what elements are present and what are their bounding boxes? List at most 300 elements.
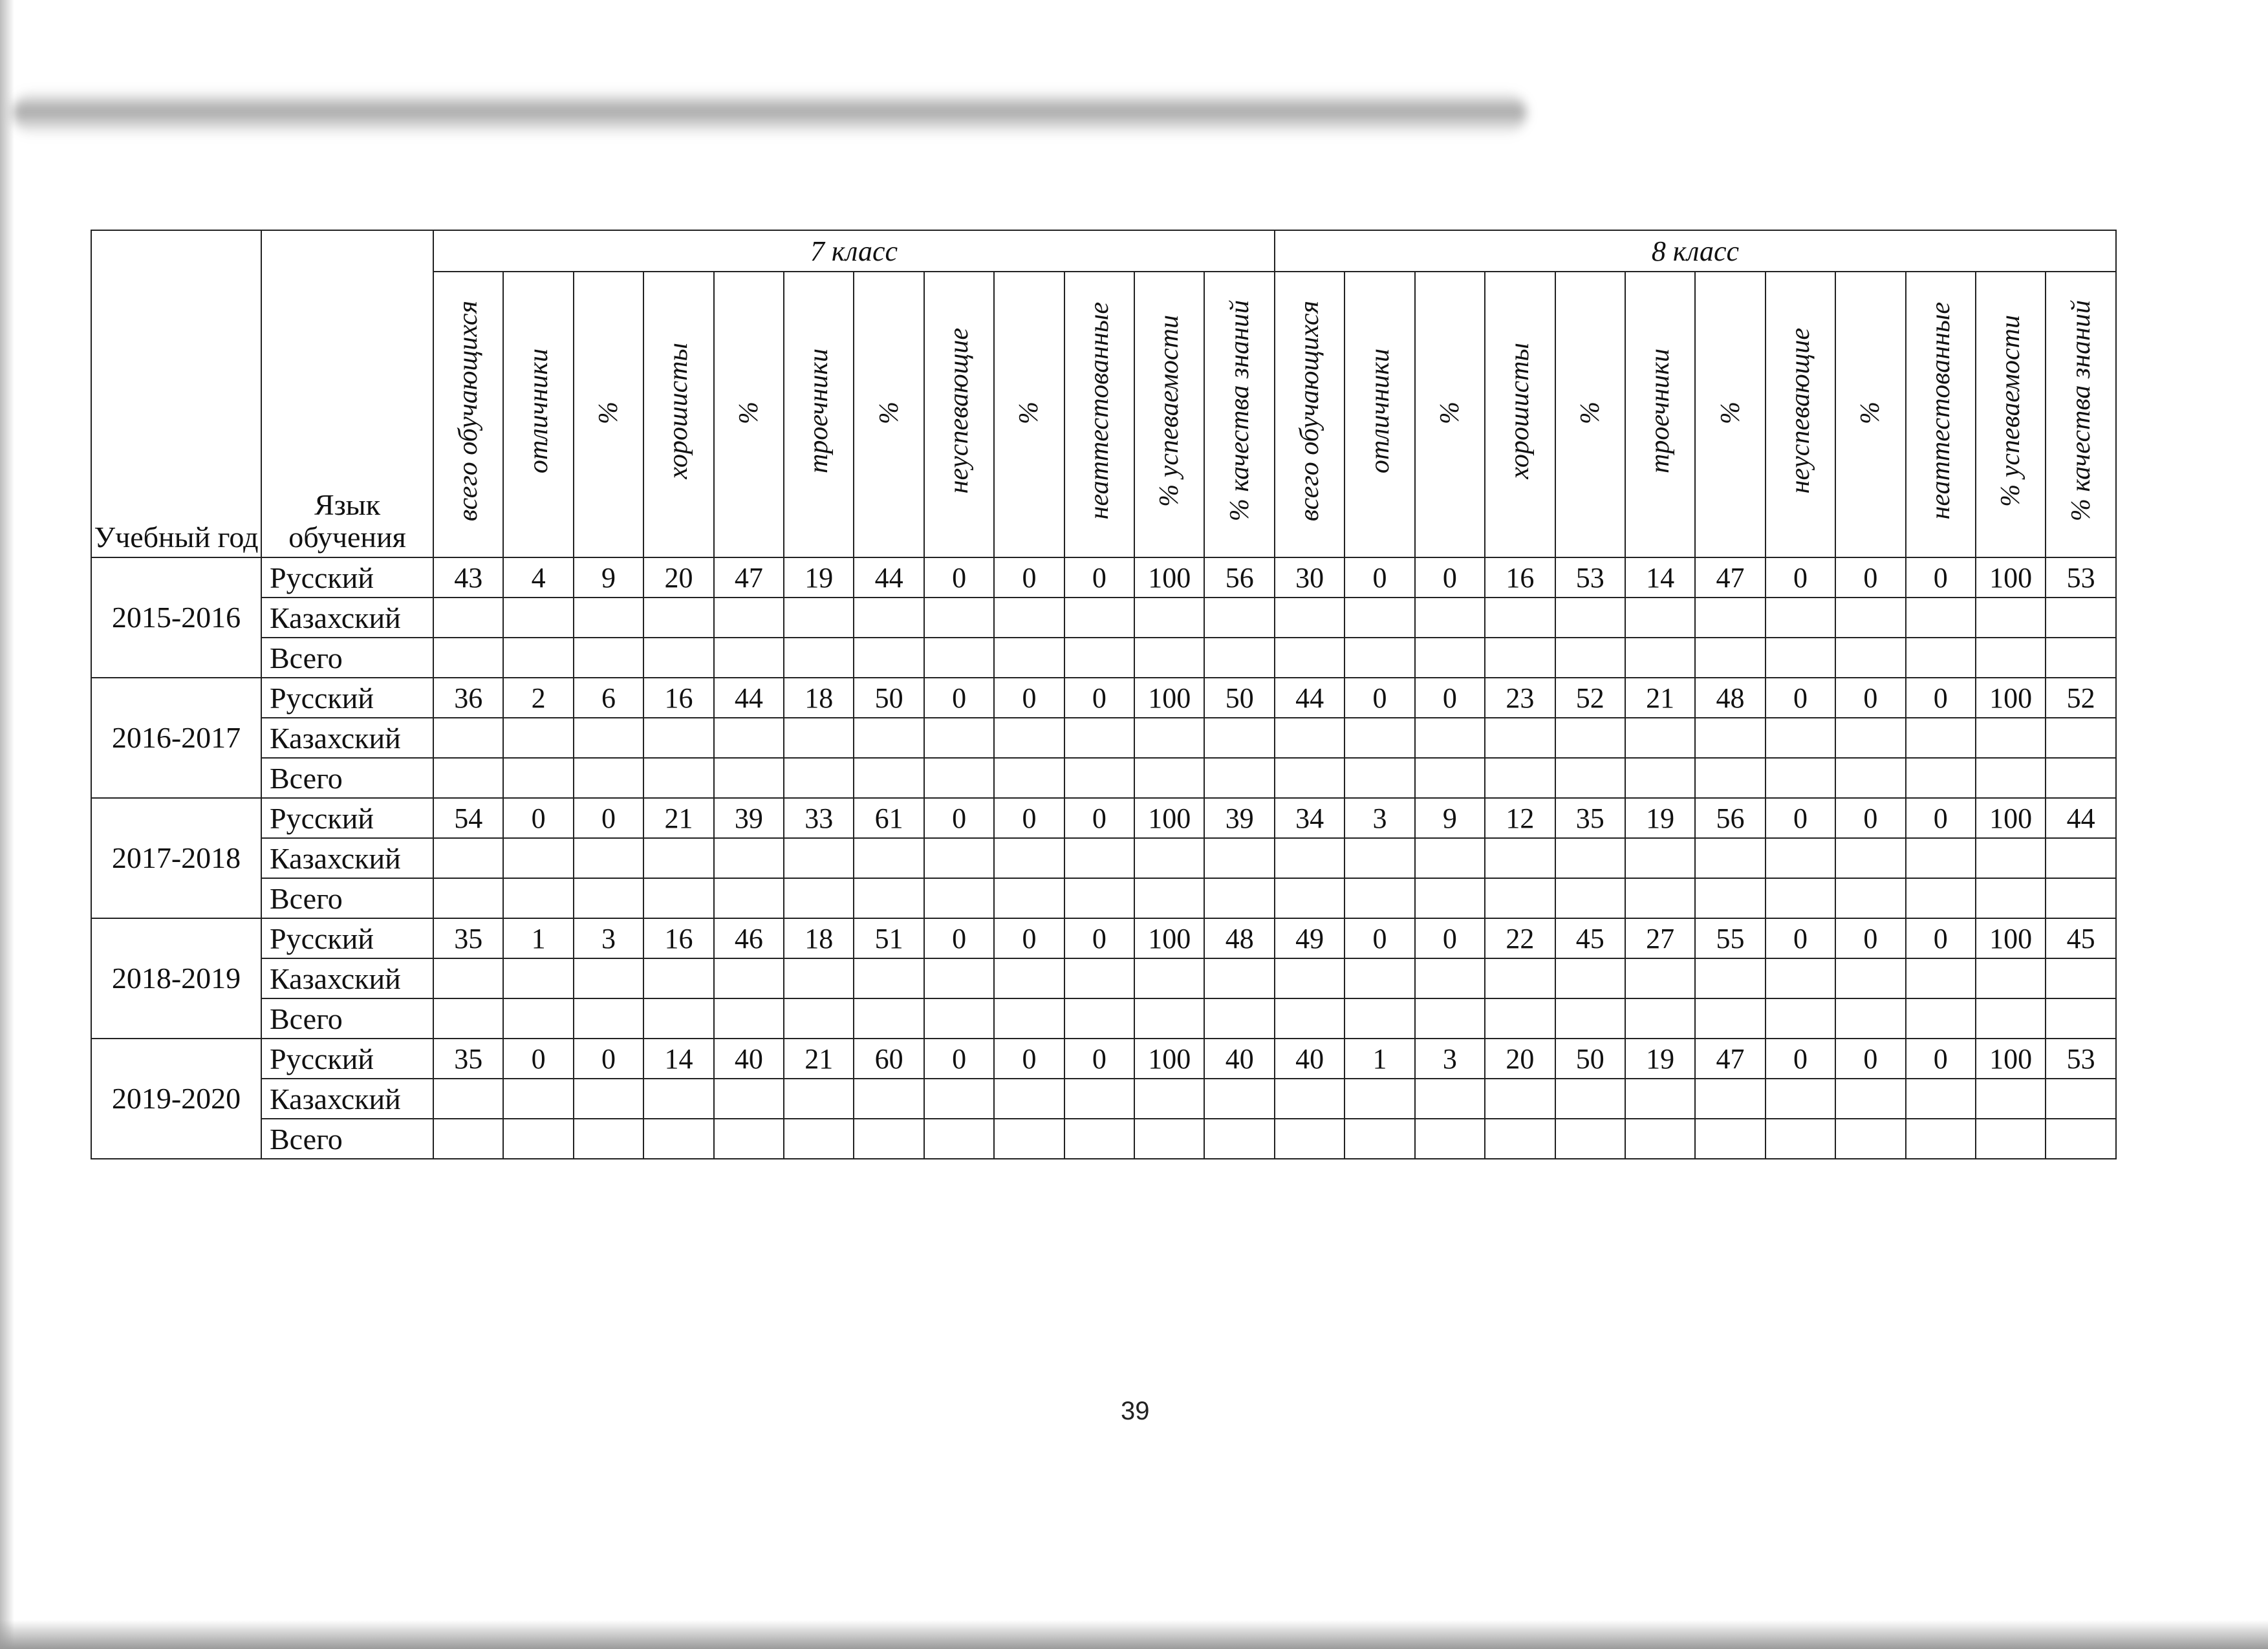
language-cell: Всего (261, 1119, 433, 1159)
data-cell: 45 (1555, 918, 1625, 958)
data-cell (1485, 718, 1555, 758)
data-cell (714, 878, 784, 918)
data-cell (1064, 1079, 1134, 1119)
data-cell (574, 1079, 643, 1119)
data-cell (1345, 758, 1414, 798)
data-cell: 21 (784, 1039, 854, 1079)
subheader-label: % (733, 401, 764, 424)
data-cell: 0 (1064, 678, 1134, 718)
data-cell (643, 878, 713, 918)
data-cell: 19 (1625, 1039, 1695, 1079)
data-cell (1134, 718, 1204, 758)
data-cell: 35 (433, 1039, 503, 1079)
data-cell: 23 (1485, 678, 1555, 718)
subheader-label: % успеваемости (1996, 315, 2026, 507)
data-cell: 0 (574, 798, 643, 838)
data-cell: 16 (643, 678, 713, 718)
data-cell (854, 1079, 923, 1119)
data-cell (1485, 838, 1555, 878)
data-cell: 3 (1345, 798, 1414, 838)
data-cell (714, 758, 784, 798)
data-cell: 16 (1485, 557, 1555, 598)
data-cell (1555, 1079, 1625, 1119)
data-cell (433, 998, 503, 1039)
data-cell (854, 1119, 923, 1159)
data-cell (2046, 638, 2116, 678)
scan-edge-bottom (0, 1620, 2268, 1649)
data-cell (1485, 878, 1555, 918)
data-cell (784, 958, 854, 998)
data-cell (574, 718, 643, 758)
subheader-label: всего обучающихся (1295, 300, 1325, 522)
data-cell (1976, 878, 2046, 918)
data-cell (503, 638, 573, 678)
data-cell: 0 (1835, 798, 1905, 838)
data-cell (784, 598, 854, 638)
data-cell (1766, 958, 1835, 998)
data-cell (1766, 998, 1835, 1039)
data-cell: 0 (1906, 678, 1976, 718)
data-cell (1906, 838, 1976, 878)
data-cell: 47 (1695, 557, 1765, 598)
data-cell (643, 598, 713, 638)
data-cell (503, 878, 573, 918)
data-cell: 0 (1064, 1039, 1134, 1079)
data-cell (784, 758, 854, 798)
data-cell (1275, 878, 1345, 918)
grade-header-8: 8 класс (1275, 230, 2116, 272)
data-cell (1345, 878, 1414, 918)
data-cell (1625, 718, 1695, 758)
data-cell (924, 998, 994, 1039)
data-cell (994, 638, 1064, 678)
data-cell: 100 (1134, 1039, 1204, 1079)
data-cell (1555, 838, 1625, 878)
data-cell: 0 (994, 798, 1064, 838)
data-cell (574, 998, 643, 1039)
data-cell (1625, 638, 1695, 678)
data-cell: 0 (1345, 678, 1414, 718)
data-cell (994, 998, 1064, 1039)
data-cell: 0 (1064, 918, 1134, 958)
data-cell (1976, 998, 2046, 1039)
data-cell (1766, 1119, 1835, 1159)
data-cell (924, 1079, 994, 1119)
data-cell (2046, 998, 2116, 1039)
data-cell (1766, 758, 1835, 798)
data-cell (574, 958, 643, 998)
data-cell: 0 (994, 1039, 1064, 1079)
data-cell (1345, 638, 1414, 678)
data-cell (1906, 958, 1976, 998)
scan-shadow (13, 91, 1526, 136)
table-row (91, 758, 2116, 798)
data-cell (784, 638, 854, 678)
data-cell: 0 (1064, 798, 1134, 838)
data-cell: 3 (574, 918, 643, 958)
data-cell (574, 878, 643, 918)
data-cell: 54 (433, 798, 503, 838)
results-table (91, 230, 2117, 1159)
table-row (91, 1119, 2116, 1159)
data-cell (1976, 1119, 2046, 1159)
data-cell: 0 (1835, 678, 1905, 718)
data-cell: 51 (854, 918, 923, 958)
data-cell (574, 638, 643, 678)
subheader-label: % (1014, 401, 1044, 424)
data-cell (1695, 1079, 1765, 1119)
data-cell (714, 638, 784, 678)
data-cell: 0 (1835, 557, 1905, 598)
subheader-cell (2046, 272, 2116, 557)
data-cell (714, 1119, 784, 1159)
data-cell (1345, 718, 1414, 758)
subheader-label: % (1715, 401, 1745, 424)
data-cell: 0 (1415, 918, 1485, 958)
data-cell (1204, 958, 1274, 998)
data-cell: 18 (784, 918, 854, 958)
data-cell (1415, 758, 1485, 798)
data-cell (1275, 758, 1345, 798)
subheader-cell (994, 272, 1064, 557)
data-cell: 50 (1204, 678, 1274, 718)
language-cell: Русский (261, 557, 433, 598)
subheader-cell (1625, 272, 1695, 557)
data-cell (994, 718, 1064, 758)
data-cell (1415, 998, 1485, 1039)
data-cell: 0 (1345, 557, 1414, 598)
data-cell (643, 638, 713, 678)
data-cell (1695, 718, 1765, 758)
data-cell (854, 598, 923, 638)
data-cell (433, 638, 503, 678)
data-cell: 40 (1204, 1039, 1274, 1079)
data-cell (1134, 758, 1204, 798)
data-cell: 0 (924, 557, 994, 598)
data-cell (1835, 718, 1905, 758)
data-cell (1485, 958, 1555, 998)
data-cell: 100 (1976, 918, 2046, 958)
data-cell: 56 (1695, 798, 1765, 838)
subheader-label: неуспевающие (1785, 328, 1815, 494)
data-cell (1835, 958, 1905, 998)
subheader-label: % качества знаний (1224, 300, 1255, 522)
data-cell (1345, 598, 1414, 638)
data-cell (1835, 1119, 1905, 1159)
data-cell (1064, 838, 1134, 878)
data-cell (924, 718, 994, 758)
data-cell (1204, 878, 1274, 918)
data-cell (1695, 1119, 1765, 1159)
table-row (91, 918, 2116, 958)
year-cell: 2018-2019 (91, 918, 261, 1039)
data-cell (1976, 598, 2046, 638)
language-cell: Казахский (261, 598, 433, 638)
data-cell (1625, 838, 1695, 878)
data-cell: 35 (1555, 798, 1625, 838)
data-cell (1766, 878, 1835, 918)
data-cell (1134, 878, 1204, 918)
data-cell (1695, 958, 1765, 998)
data-cell (854, 838, 923, 878)
data-cell (1204, 1079, 1274, 1119)
data-cell (1835, 998, 1905, 1039)
data-cell: 46 (714, 918, 784, 958)
data-cell (2046, 598, 2116, 638)
data-cell: 44 (1275, 678, 1345, 718)
data-cell: 55 (1695, 918, 1765, 958)
data-cell (1766, 838, 1835, 878)
data-cell (503, 958, 573, 998)
data-cell (784, 838, 854, 878)
data-cell (1695, 598, 1765, 638)
data-cell (1906, 878, 1976, 918)
data-cell: 35 (433, 918, 503, 958)
data-cell (1766, 718, 1835, 758)
data-cell (1555, 958, 1625, 998)
data-cell (1906, 1079, 1976, 1119)
data-cell (2046, 1119, 2116, 1159)
data-cell: 18 (784, 678, 854, 718)
grade-header-7: 7 класс (433, 230, 1275, 272)
data-cell (503, 758, 573, 798)
year-cell: 2017-2018 (91, 798, 261, 918)
data-cell (1134, 1119, 1204, 1159)
data-cell (1625, 878, 1695, 918)
subheader-label: % (1434, 401, 1465, 424)
language-cell: Казахский (261, 838, 433, 878)
data-cell (714, 958, 784, 998)
data-cell: 16 (643, 918, 713, 958)
data-cell (1625, 958, 1695, 998)
data-cell (643, 838, 713, 878)
data-cell (1204, 718, 1274, 758)
data-cell: 20 (643, 557, 713, 598)
language-cell: Русский (261, 1039, 433, 1079)
language-cell: Русский (261, 918, 433, 958)
data-cell (784, 878, 854, 918)
subheader-cell (1766, 272, 1835, 557)
data-cell (1976, 958, 2046, 998)
subheader-cell (714, 272, 784, 557)
data-cell: 0 (1415, 557, 1485, 598)
data-cell: 9 (574, 557, 643, 598)
data-cell: 21 (1625, 678, 1695, 718)
data-cell (1976, 638, 2046, 678)
data-cell (1275, 598, 1345, 638)
data-cell: 0 (924, 798, 994, 838)
language-cell: Казахский (261, 718, 433, 758)
data-cell (714, 1079, 784, 1119)
data-cell (1345, 838, 1414, 878)
table-body (91, 557, 2116, 1159)
data-cell: 27 (1625, 918, 1695, 958)
data-cell (1766, 598, 1835, 638)
data-cell (1134, 598, 1204, 638)
data-cell (503, 1119, 573, 1159)
data-cell (1415, 638, 1485, 678)
subheader-label: отличники (523, 348, 554, 474)
data-cell: 100 (1976, 798, 2046, 838)
data-cell (714, 718, 784, 758)
data-cell: 100 (1134, 557, 1204, 598)
data-cell (1835, 598, 1905, 638)
data-cell (574, 598, 643, 638)
data-cell: 34 (1275, 798, 1345, 838)
table-row (91, 638, 2116, 678)
data-cell: 1 (1345, 1039, 1414, 1079)
data-cell (1835, 878, 1905, 918)
data-cell (433, 838, 503, 878)
subheader-cell (1835, 272, 1905, 557)
data-cell: 30 (1275, 557, 1345, 598)
data-cell (433, 1119, 503, 1159)
data-cell: 0 (924, 678, 994, 718)
data-cell (1415, 878, 1485, 918)
data-cell: 53 (1555, 557, 1625, 598)
data-cell (1275, 638, 1345, 678)
data-cell (784, 1079, 854, 1119)
year-cell: 2016-2017 (91, 678, 261, 798)
data-cell (1134, 1079, 1204, 1119)
subheader-cell (1695, 272, 1765, 557)
data-cell (994, 598, 1064, 638)
language-cell: Всего (261, 758, 433, 798)
data-cell (433, 878, 503, 918)
data-cell (1415, 718, 1485, 758)
data-cell: 3 (1415, 1039, 1485, 1079)
data-cell (924, 638, 994, 678)
subheader-cell (1485, 272, 1555, 557)
data-cell (503, 998, 573, 1039)
subheader-cell (1555, 272, 1625, 557)
data-cell (1345, 1119, 1414, 1159)
data-cell (1625, 998, 1695, 1039)
data-cell (924, 838, 994, 878)
data-cell (1064, 758, 1134, 798)
data-cell: 0 (1835, 1039, 1905, 1079)
data-cell: 6 (574, 678, 643, 718)
data-cell: 48 (1204, 918, 1274, 958)
data-cell (433, 958, 503, 998)
data-cell (1204, 838, 1274, 878)
data-cell: 14 (1625, 557, 1695, 598)
subheader-cell (1064, 272, 1134, 557)
data-cell (1555, 638, 1625, 678)
data-cell: 47 (1695, 1039, 1765, 1079)
data-cell (924, 958, 994, 998)
data-cell (994, 1119, 1064, 1159)
data-cell (1485, 1079, 1555, 1119)
data-cell (1064, 598, 1134, 638)
data-cell (2046, 718, 2116, 758)
data-cell: 0 (1766, 678, 1835, 718)
subheader-label: % (1575, 401, 1605, 424)
data-cell: 50 (854, 678, 923, 718)
header-language: Язык обучения (261, 230, 433, 557)
data-cell (1134, 998, 1204, 1039)
data-cell (643, 958, 713, 998)
subheader-cell (1134, 272, 1204, 557)
subheader-label: неуспевающие (944, 328, 975, 494)
data-cell (1204, 638, 1274, 678)
data-cell (714, 998, 784, 1039)
language-cell: Русский (261, 678, 433, 718)
data-cell (1275, 838, 1345, 878)
data-cell (1976, 1079, 2046, 1119)
data-cell: 56 (1204, 557, 1274, 598)
data-cell (1485, 638, 1555, 678)
data-cell (714, 598, 784, 638)
language-cell: Всего (261, 878, 433, 918)
data-cell: 49 (1275, 918, 1345, 958)
data-cell (924, 758, 994, 798)
language-cell: Всего (261, 638, 433, 678)
data-cell: 0 (1906, 918, 1976, 958)
data-cell: 44 (714, 678, 784, 718)
year-cell: 2019-2020 (91, 1039, 261, 1159)
data-cell (1204, 758, 1274, 798)
language-cell: Казахский (261, 1079, 433, 1119)
data-cell (1415, 958, 1485, 998)
data-cell (1485, 1119, 1555, 1159)
language-cell: Казахский (261, 958, 433, 998)
data-cell (2046, 878, 2116, 918)
data-cell: 52 (2046, 678, 2116, 718)
data-cell: 0 (574, 1039, 643, 1079)
data-cell: 44 (854, 557, 923, 598)
data-cell: 61 (854, 798, 923, 838)
data-cell (503, 838, 573, 878)
data-cell: 0 (503, 798, 573, 838)
subheader-cell (1415, 272, 1485, 557)
data-cell: 0 (1415, 678, 1485, 718)
subheader-cell (924, 272, 994, 557)
data-cell (1415, 1119, 1485, 1159)
table-row (91, 1039, 2116, 1079)
data-cell: 0 (1766, 1039, 1835, 1079)
data-cell (1976, 758, 2046, 798)
data-cell (1415, 1079, 1485, 1119)
data-cell: 40 (714, 1039, 784, 1079)
table-row (91, 678, 2116, 718)
data-cell (1555, 878, 1625, 918)
data-cell (1906, 758, 1976, 798)
subheader-label: неаттестованные (1925, 302, 1956, 520)
data-cell (1134, 638, 1204, 678)
data-cell: 4 (503, 557, 573, 598)
table-row (91, 557, 2116, 598)
data-cell: 0 (924, 918, 994, 958)
data-cell (1275, 998, 1345, 1039)
data-cell: 2 (503, 678, 573, 718)
data-cell: 100 (1134, 918, 1204, 958)
data-cell: 33 (784, 798, 854, 838)
data-cell (503, 598, 573, 638)
data-cell (994, 838, 1064, 878)
data-cell: 0 (924, 1039, 994, 1079)
data-cell (2046, 1079, 2116, 1119)
data-cell (1625, 1079, 1695, 1119)
data-cell (433, 1079, 503, 1119)
subheader-cell (1204, 272, 1274, 557)
data-cell (1906, 1119, 1976, 1159)
subheader-cell (1906, 272, 1976, 557)
data-cell: 20 (1485, 1039, 1555, 1079)
data-cell: 44 (2046, 798, 2116, 838)
data-cell (1625, 1119, 1695, 1159)
subheader-cell (1345, 272, 1414, 557)
